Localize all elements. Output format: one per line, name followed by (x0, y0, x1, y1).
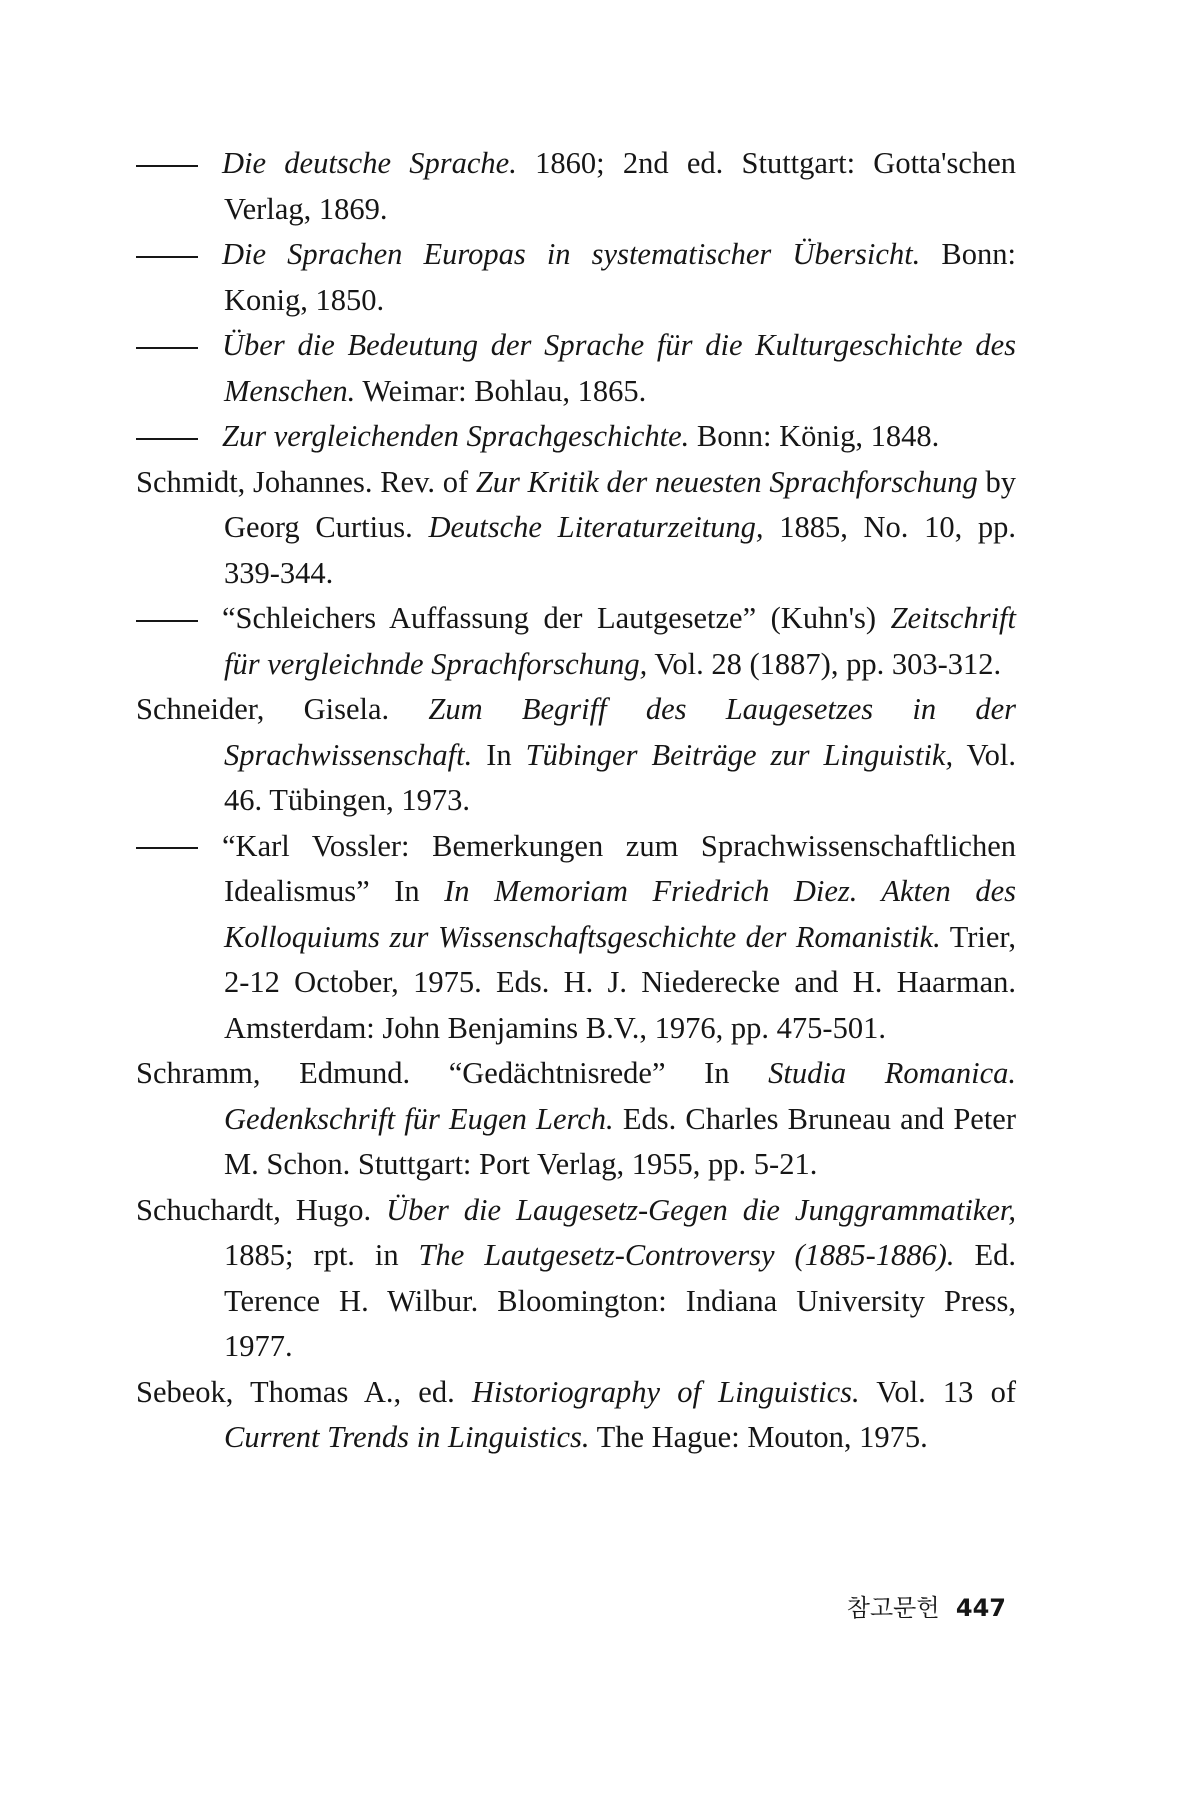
entry-text: Sebeok, Thomas A., ed. (136, 1374, 472, 1409)
entry-text: Bonn: König, 1848. (689, 419, 940, 453)
bibliography-entry (136, 824, 1016, 1052)
entry-title-text: Studia Romanica. Gedenkschrift für Eugen Lerch. (224, 1056, 1016, 1136)
entry-text: Trier, 2-12 October, 1975. Eds. H. J. Niederecke and H. Haarman. Amsterdam: John Benjamins B.V., 1976, pp. 475-501. (224, 919, 1016, 1045)
same-author-dash (136, 347, 198, 349)
entry-title-text: Zur Kritik der neuesten Sprachforschung (475, 464, 978, 499)
same-author-dash (136, 847, 198, 849)
same-author-dash (136, 165, 198, 167)
entry-title-text: Über die Bedeutung der Sprache für die Kulturgeschichte des Menschen. (222, 328, 1016, 408)
entry-text: Weimar: Bohlau, 1865. (355, 373, 647, 408)
entry-text: 1885, No. 10, pp. 339-344. (224, 510, 1016, 590)
entry-text: The Hague: Mouton, 1975. (589, 1420, 928, 1454)
entry-text: Schuchardt, Hugo. (136, 1192, 387, 1227)
bibliography-entry (136, 1051, 1016, 1188)
entry-text: Vol. 46. Tübingen, 1973. (224, 737, 1016, 817)
bibliography-entry (136, 460, 1016, 597)
entry-text: by Georg Curtius. (224, 464, 1016, 544)
entry-text: 1885; rpt. in (224, 1238, 419, 1272)
entry-title-text: Deutsche Literaturzeitung, (428, 510, 764, 544)
entry-title-text: Zur vergleichenden Sprachgeschichte. (222, 419, 690, 453)
bibliography-entry (136, 232, 1016, 323)
entry-text: Eds. Charles Bruneau and Peter M. Schon. Stuttgart: Port Verlag, 1955, pp. 5-21. (224, 1101, 1016, 1181)
entry-title-text: Historiography of Linguistics. (471, 1374, 860, 1409)
entry-title-text: Zeitschrift für vergleichnde Sprachforschung, (224, 601, 1016, 681)
entry-text: Schmidt, Johannes. Rev. of (136, 464, 476, 499)
bibliography-list (136, 141, 1016, 1461)
bibliography-entry (136, 596, 1016, 687)
entry-text: Vol. 13 of (859, 1374, 1016, 1409)
entry-text: Vol. 28 (1887), pp. 303-312. (647, 646, 1002, 681)
entry-title-text: In Memoriam Friedrich Diez. Akten des Kolloquiums zur Wissenschaftsgeschichte der Romanistik. (224, 874, 1016, 954)
bibliography-entry (136, 323, 1016, 414)
entry-title-text: Tübinger Beiträge zur Linguistik, (525, 737, 954, 772)
bibliography-entry (136, 687, 1016, 824)
entry-title-text: Zum Begriff des Laugesetzes in der Sprachwissenschaft. (224, 692, 1016, 772)
entry-title-text: The Lautgesetz-Controversy (1885-1886). (418, 1238, 955, 1272)
entry-text: “Karl Vossler: Bemerkungen zum Sprachwissenschaftlichen Idealismus” In (222, 828, 1016, 908)
entry-title-text: Die Sprachen Europas in systematischer Übersicht. (222, 237, 921, 271)
page-footer (847, 1588, 1006, 1623)
entry-title-text: Die deutsche Sprache. (222, 146, 517, 180)
page-number: 447 (955, 1594, 1006, 1622)
same-author-dash (136, 438, 198, 440)
entry-text: Bonn: Konig, 1850. (224, 237, 1016, 317)
entry-text: “Schleichers Auffassung der Lautgesetze” (Kuhn's) (222, 601, 891, 635)
bibliography-entry (136, 1370, 1016, 1461)
entry-title-text: Über die Laugesetz-Gegen die Junggrammatiker, (386, 1192, 1017, 1227)
entry-text: Ed. Terence H. Wilbur. Bloomington: Indiana University Press, 1977. (224, 1238, 1016, 1363)
same-author-dash (136, 256, 198, 258)
entry-title-text: Current Trends in Linguistics. (224, 1420, 590, 1454)
same-author-dash (136, 620, 198, 622)
bibliography-entry (136, 1188, 1016, 1370)
bibliography-entry (136, 414, 1016, 460)
entry-text: In (472, 737, 526, 772)
entry-text: Schneider, Gisela. (136, 692, 429, 726)
section-label: 참고문헌 (846, 1594, 940, 1622)
entry-text: Schramm, Edmund. “Gedächtnisrede” In (136, 1056, 769, 1090)
bibliography-entry (136, 141, 1016, 232)
entry-text: 1860; 2nd ed. Stuttgart: Gotta'schen Verlag, 1869. (224, 146, 1017, 226)
